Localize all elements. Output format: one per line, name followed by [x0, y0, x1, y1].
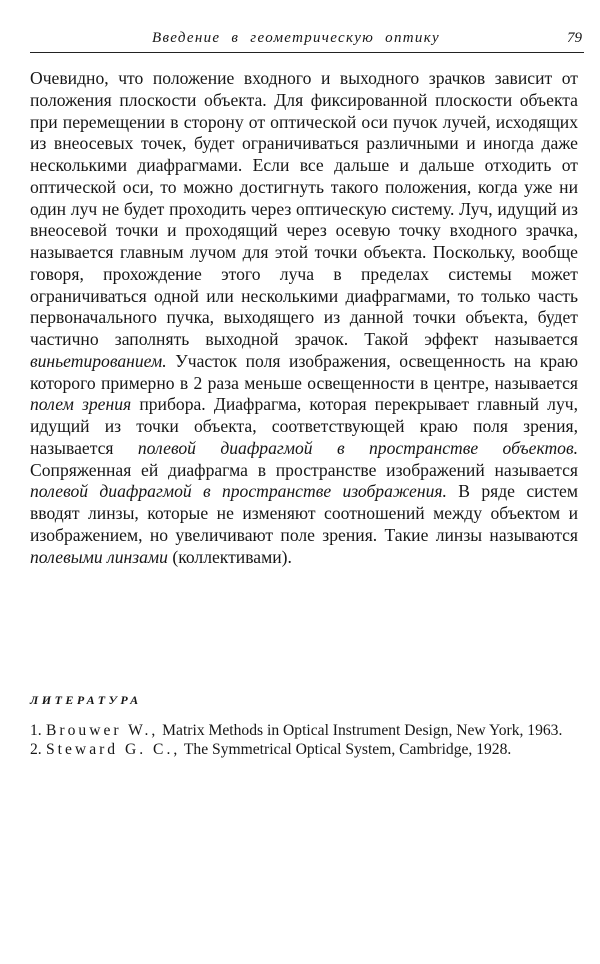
reference-title: Matrix Methods in Optical Instrument Design, New York, 1963.: [162, 722, 563, 739]
reference-author: Steward G. C.,: [46, 740, 181, 758]
reference-item: [30, 722, 578, 741]
reference-title: The Symmetrical Optical System, Cambridge, 1928.: [183, 740, 512, 758]
term-image-field-stop: полевой диафрагмой в пространстве изображения.: [30, 481, 447, 502]
reference-item: [30, 741, 578, 760]
running-title: Введение в геометрическую оптику: [152, 30, 440, 46]
text-segment: Участок поля изображения, освещенность на краю которого примерно в 2 раза меньше освещенности в центре, называется: [30, 350, 578, 393]
references-list: [30, 722, 578, 759]
reference-number: 1.: [30, 722, 42, 739]
term-field-lenses: полевыми линзами: [30, 546, 168, 567]
text-segment: прибора. Диафрагма, которая перекрывает главный луч, идущий из точки объекта, соответствующей краю поля зрения, называется: [30, 394, 579, 458]
text-segment: Очевидно, что положение входного и выходного зрачков зависит от положения плоскости объекта. Для фиксированной плоскости объекта при перемещении в сторону от оптической оси пучок лучей, исходящих из внеосевых точек, будет ограничиваться различными и иногда даже несколькими диафрагмами. Если все дальше и дальше отходить от оптической оси, то можно достигнуть такого положения, когда уже ни один луч не будет проходить через оптическую систему. Луч, идущий из внеосевой точки и проходящий через осевую точку входного зрачка, называется главным лучом для этой точки объекта. Поскольку, вообще говоря, прохождение этого луча в пределах системы может ограничиваться одной или несколькими диафрагмами, то только часть первоначального пучка, выходящего из данной точки объекта, будет частично заполнять выходной зрачок. Такой эффект называется: [30, 68, 578, 349]
term-vignetting: виньетированием.: [30, 350, 167, 371]
body-paragraph: [30, 68, 578, 568]
reference-number: 2.: [30, 740, 42, 758]
text-segment: В ряде систем вводят линзы, которые не изменяют соотношений между объектом и изображением, но увеличивают поле зрения. Такие линзы называются: [30, 481, 578, 545]
running-header: [30, 28, 584, 53]
term-field-of-view: полем зрения: [30, 394, 132, 415]
references-heading: ЛИТЕРАТУРА: [30, 693, 142, 707]
text-segment: (коллективами).: [172, 546, 292, 567]
text-segment: Сопряженная ей диафрагма в пространстве изображений называется: [30, 459, 578, 480]
page-number: 79: [567, 30, 582, 46]
term-object-field-stop: полевой диафрагмой в пространстве объектов.: [137, 437, 578, 458]
reference-author: Brouwer W.,: [46, 722, 159, 739]
